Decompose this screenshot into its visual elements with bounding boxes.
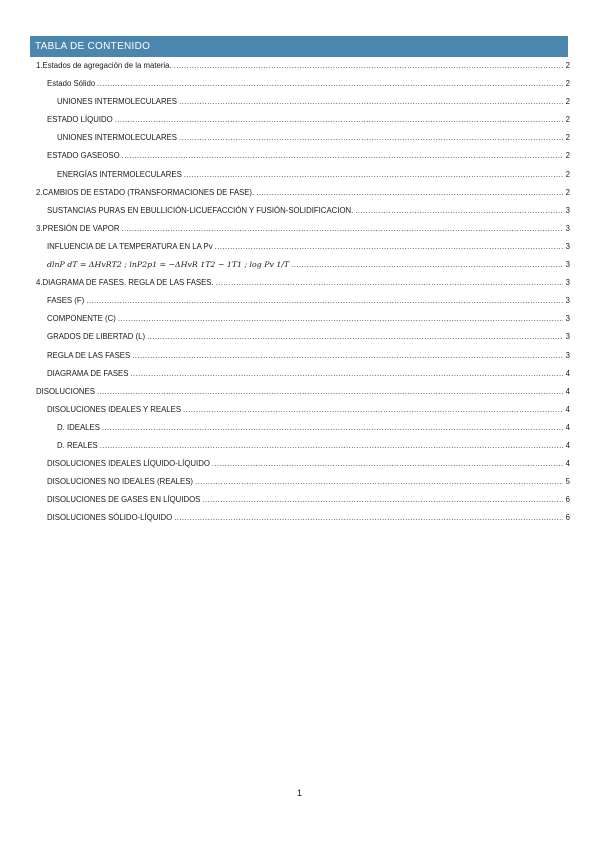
toc-leader-dots xyxy=(97,387,563,396)
table-of-contents xyxy=(36,61,570,531)
toc-entry-title: REGLA DE LAS FASES xyxy=(47,350,131,360)
toc-leader-dots xyxy=(174,61,563,70)
toc-entry[interactable] xyxy=(36,513,570,531)
toc-leader-dots xyxy=(179,97,563,106)
toc-entry-page: 3 xyxy=(565,205,570,215)
toc-entry-title: D. IDEALES xyxy=(57,422,100,432)
toc-entry-page: 2 xyxy=(565,169,570,179)
toc-leader-dots xyxy=(179,133,563,142)
toc-entry[interactable] xyxy=(36,495,570,513)
toc-entry-title: Estado Sólido xyxy=(47,79,96,89)
toc-entry-page: 4 xyxy=(565,440,570,450)
toc-entry[interactable] xyxy=(36,314,570,332)
toc-entry[interactable] xyxy=(36,405,570,423)
toc-entry[interactable] xyxy=(36,61,570,79)
toc-entry-page: 3 xyxy=(565,332,570,342)
page-number: 1 xyxy=(296,788,302,798)
toc-entry-page: 3 xyxy=(565,260,570,270)
toc-entry-title: ESTADO GASEOSO xyxy=(47,151,120,161)
toc-entry[interactable] xyxy=(36,188,570,206)
toc-entry[interactable] xyxy=(36,242,570,260)
toc-entry-title: 𝑑𝑙𝑛𝑃 𝑑𝑇 = 𝛥𝐻𝑣𝑅𝑇2 ; 𝑙𝑛𝑃2𝑝1 = −𝛥𝐻𝑣𝑅 1𝑇2 − 1𝑇1 ; log Pv 1/T xyxy=(47,260,290,270)
toc-leader-dots xyxy=(132,351,563,360)
toc-leader-dots xyxy=(121,224,563,233)
toc-leader-dots xyxy=(183,405,563,414)
toc-entry-title: UNIONES INTERMOLECULARES xyxy=(57,133,178,143)
toc-entry-title: 2.CAMBIOS DE ESTADO (TRANSFORMACIONES DE FASE). xyxy=(36,187,255,197)
toc-entry-title: FASES (F) xyxy=(47,296,85,306)
toc-leader-dots xyxy=(97,79,563,88)
toc-leader-dots xyxy=(86,296,563,305)
toc-entry-page: 3 xyxy=(565,296,570,306)
toc-leader-dots xyxy=(212,459,563,468)
toc-leader-dots xyxy=(147,332,563,341)
toc-entry[interactable] xyxy=(36,459,570,477)
toc-entry-title: 1.Estados de agregación de la materia. xyxy=(36,61,172,70)
toc-entry[interactable] xyxy=(36,387,570,405)
toc-entry-page: 4 xyxy=(565,422,570,432)
toc-entry-title: SUSTANCIAS PURAS EN EBULLICIÓN-LICUEFACCIÓN Y FUSIÓN-SOLIDIFICACION. xyxy=(47,205,354,215)
toc-leader-dots xyxy=(102,423,563,432)
toc-entry-title: D. REALES xyxy=(57,440,98,450)
toc-entry-title: 3.PRESIÓN DE VAPOR xyxy=(36,223,120,233)
toc-entry-page: 4 xyxy=(565,404,570,414)
toc-leader-dots xyxy=(130,369,563,378)
toc-entry-title: COMPONENTE (C) xyxy=(47,314,116,324)
toc-entry-title: DISOLUCIONES xyxy=(36,386,95,396)
toc-entry[interactable] xyxy=(36,332,570,350)
toc-entry-page: 3 xyxy=(565,241,570,251)
toc-entry-title: DISOLUCIONES IDEALES LÍQUIDO-LÍQUIDO xyxy=(47,459,210,469)
toc-entry-title: 4.DIAGRAMA DE FASES. REGLA DE LAS FASES. xyxy=(36,278,214,288)
toc-entry[interactable] xyxy=(36,151,570,169)
toc-leader-dots xyxy=(100,441,563,450)
toc-entry-page: 2 xyxy=(565,61,570,70)
toc-entry-page: 2 xyxy=(565,115,570,125)
toc-entry[interactable] xyxy=(36,477,570,495)
toc-leader-dots xyxy=(355,206,563,215)
toc-entry[interactable] xyxy=(36,97,570,115)
toc-entry[interactable] xyxy=(36,260,570,278)
toc-leader-dots xyxy=(184,170,563,179)
toc-entry-page: 2 xyxy=(565,151,570,161)
toc-entry-title: INFLUENCIA DE LA TEMPERATURA EN LA Pv xyxy=(47,241,213,251)
toc-entry-page: 4 xyxy=(565,386,570,396)
toc-entry-title: DISOLUCIONES IDEALES Y REALES xyxy=(47,404,182,414)
toc-leader-dots xyxy=(291,260,563,269)
toc-leader-dots xyxy=(256,188,563,197)
toc-entry-page: 2 xyxy=(565,79,570,89)
toc-leader-dots xyxy=(122,151,563,160)
toc-entry-page: 2 xyxy=(565,97,570,107)
toc-entry-page: 3 xyxy=(565,350,570,360)
toc-heading: TABLA DE CONTENIDO xyxy=(30,36,568,57)
toc-entry[interactable] xyxy=(36,224,570,242)
toc-entry-page: 2 xyxy=(565,187,570,197)
toc-entry-title: ESTADO LÍQUIDO xyxy=(47,115,113,125)
toc-entry-page: 5 xyxy=(565,477,570,487)
toc-entry-page: 6 xyxy=(565,495,570,505)
toc-entry-title: DISOLUCIONES SÓLIDO-LÍQUIDO xyxy=(47,513,173,523)
toc-entry-page: 6 xyxy=(565,513,570,523)
toc-leader-dots xyxy=(215,242,563,251)
toc-entry-page: 4 xyxy=(565,459,570,469)
toc-entry-page: 2 xyxy=(565,133,570,143)
toc-entry-title: UNIONES INTERMOLECULARES xyxy=(57,97,178,107)
toc-entry[interactable] xyxy=(36,369,570,387)
toc-entry[interactable] xyxy=(36,351,570,369)
toc-entry-title: DISOLUCIONES NO IDEALES (REALES) xyxy=(47,477,194,487)
toc-entry[interactable] xyxy=(36,278,570,296)
toc-entry[interactable] xyxy=(36,170,570,188)
toc-entry[interactable] xyxy=(36,133,570,151)
toc-entry-title: ENERGÍAS INTERMOLECULARES xyxy=(57,169,182,179)
toc-leader-dots xyxy=(174,513,563,522)
toc-entry-title: DISOLUCIONES DE GASES EN LÍQUIDOS xyxy=(47,495,201,505)
toc-leader-dots xyxy=(118,314,563,323)
toc-entry[interactable] xyxy=(36,423,570,441)
toc-leader-dots xyxy=(216,278,563,287)
toc-entry-page: 3 xyxy=(565,278,570,288)
toc-entry[interactable] xyxy=(36,206,570,224)
toc-leader-dots xyxy=(202,495,563,504)
toc-leader-dots xyxy=(195,477,563,486)
toc-leader-dots xyxy=(115,115,563,124)
toc-entry-page: 3 xyxy=(565,223,570,233)
toc-entry[interactable] xyxy=(36,79,570,97)
toc-entry[interactable] xyxy=(36,296,570,314)
toc-entry-title: GRADOS DE LIBERTAD (L) xyxy=(47,332,146,342)
toc-entry[interactable] xyxy=(36,115,570,133)
toc-entry[interactable] xyxy=(36,441,570,459)
toc-entry-page: 3 xyxy=(565,314,570,324)
toc-entry-page: 4 xyxy=(565,368,570,378)
toc-entry-title: DIAGRAMA DE FASES xyxy=(47,368,129,378)
